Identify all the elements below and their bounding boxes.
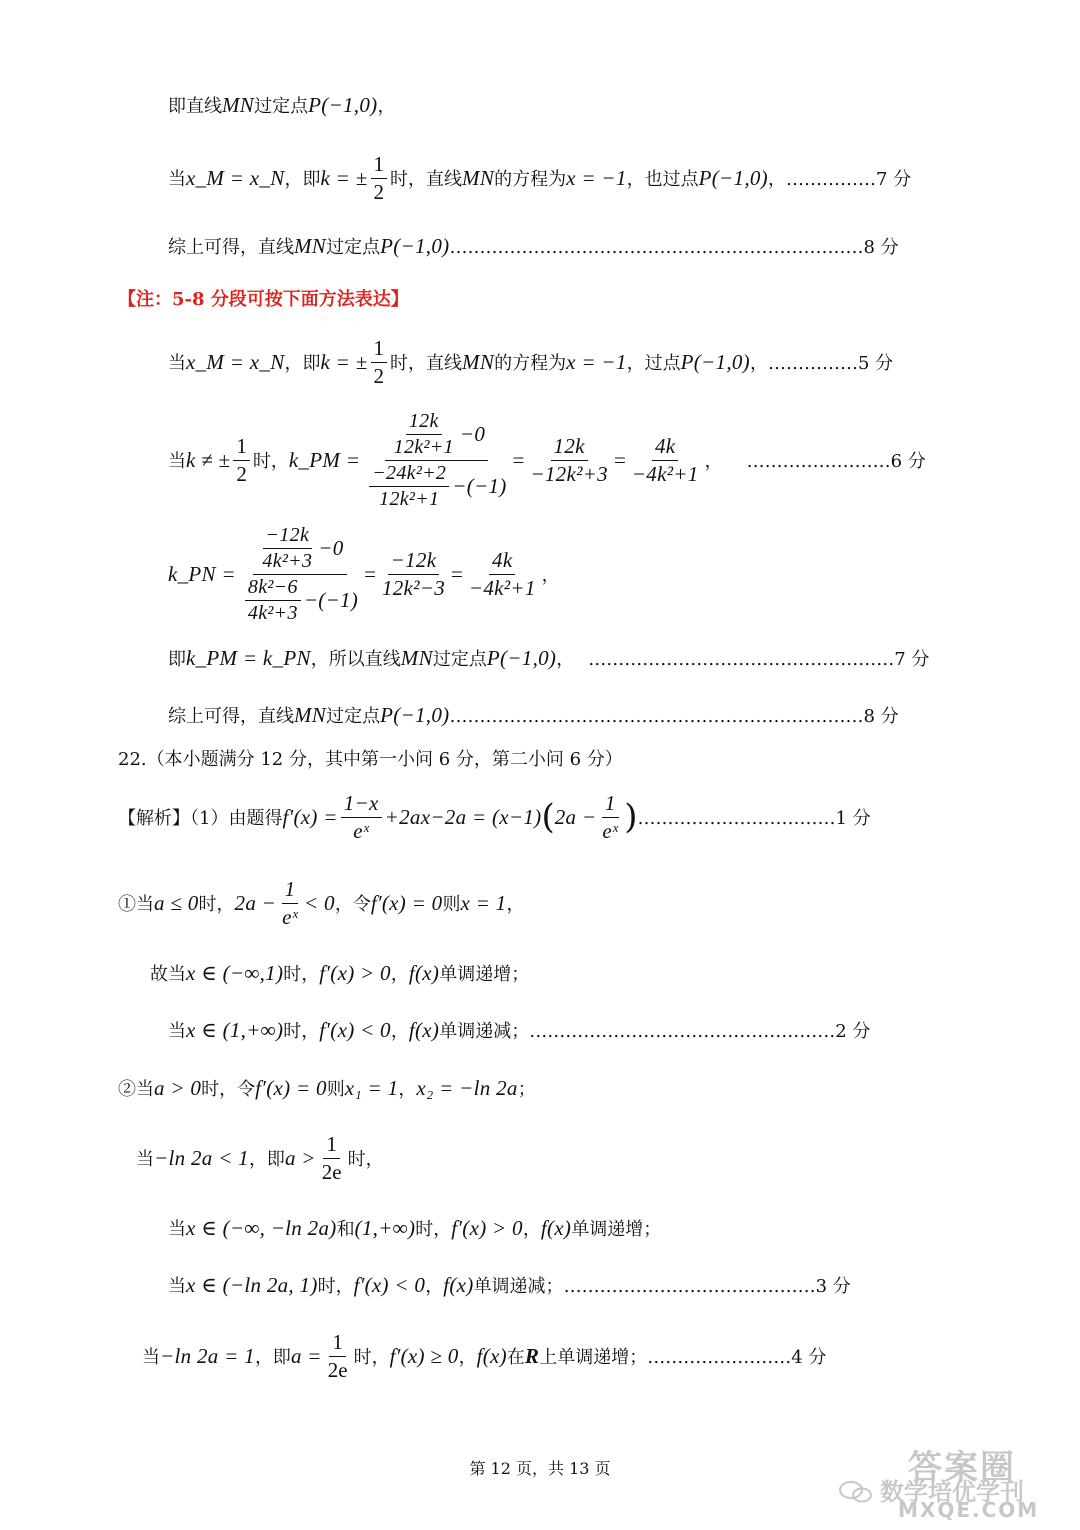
math: x ∈ (1,+∞) [186, 1017, 284, 1042]
text: 和 [336, 1219, 355, 1240]
score-dots: ……………………………………3 分 [563, 1276, 851, 1297]
text: 时， [347, 1149, 384, 1170]
text: 过定点 [254, 96, 309, 117]
math: MN [400, 645, 433, 670]
text: 过定点 [326, 706, 381, 727]
line-9: 【解析】（1）由题得 f′(x) = $\frac{1-x}{\text{eˣ}}$ +2ax−2a = (x−1) ( 2a − $\frac{1}{\text{eˣ}}$ ) ……………………………1 分 [118, 790, 871, 843]
score-dots: ……………………………………………7 分 [588, 649, 930, 670]
fraction: $\frac{1}{2}$ [371, 152, 388, 205]
text: 综上可得，直线 [168, 237, 294, 258]
fraction: $\frac{-12k}{\text{4k²+3}}$ [262, 523, 313, 572]
watermark-logo: 答案圈 [908, 1448, 1016, 1488]
line-11 [150, 956, 529, 990]
text: ①当 [118, 894, 154, 915]
text: 时， [283, 1021, 320, 1042]
fraction: $\frac{1}{\text{eˣ}}$ [282, 876, 299, 929]
text: 故当 [150, 964, 186, 985]
text: 过定点 [432, 649, 487, 670]
score-dots: ……………………4 分 [647, 1347, 827, 1368]
text: 单调递增； [571, 1219, 662, 1240]
math: x = −1 [566, 349, 627, 374]
fraction: $\frac{12k}{\text{12k²+1}}$ [393, 409, 454, 458]
math: k_PM = [288, 447, 361, 472]
math: P(−1,0) [680, 349, 750, 374]
math: MN [462, 165, 495, 190]
math: +2ax−2a = (x−1) [384, 804, 542, 829]
math: MN [222, 92, 255, 117]
text: 【解析】（1）由题得 [118, 808, 283, 829]
score-dots: ……………………………………………………………8 分 [449, 706, 899, 727]
math: x ∈ (−ln 2a, 1) [186, 1272, 318, 1297]
fraction: $\frac{4k}{\text{−4k²+1}}$ [468, 547, 536, 600]
fraction: $\frac{\text{−24k²+2}}{\text{12k²+1}}$ [369, 462, 449, 511]
math: −ln 2a = 1 [160, 1343, 255, 1368]
text: 时， [198, 894, 235, 915]
wechat-icon [838, 1480, 874, 1504]
text: 当 [168, 1276, 186, 1297]
fraction: $\frac{1}{2e}$ [321, 1131, 342, 1184]
page-footer: 第 12 页，共 13 页 [469, 1459, 611, 1478]
math: MN [462, 349, 495, 374]
score-dots: ……………………6 分 [746, 451, 926, 472]
text: 当 [168, 451, 186, 472]
fraction: $\frac{\text{8k²−6}}{\text{4k²+3}}$ [245, 576, 301, 625]
text: 时， [317, 1276, 354, 1297]
text: ， [390, 1021, 409, 1042]
line-10 [118, 876, 524, 930]
text: 则 [442, 894, 461, 915]
math: = [451, 561, 463, 586]
math: P(−1,0) [308, 92, 378, 117]
math: P(−1,0) [380, 233, 450, 258]
watermark-name: 数学培优学刊 [880, 1478, 1024, 1506]
text: 即直线 [168, 96, 222, 117]
math: = [512, 447, 525, 472]
math: a = [290, 1343, 322, 1368]
text: ，所以直线 [310, 649, 401, 670]
score-dots: ……………………………………………………………8 分 [449, 237, 899, 258]
text: 上单调递增； [539, 1347, 648, 1368]
text: 当 [168, 353, 186, 374]
text: 单调递减； [473, 1276, 564, 1297]
math: 2a − [234, 890, 277, 915]
line-12 [168, 1013, 870, 1047]
text: 当 [168, 1021, 186, 1042]
math: (1,+∞) [354, 1215, 416, 1240]
line-16 [168, 1268, 851, 1302]
math: P(−1,0) [380, 702, 450, 727]
math: MN [294, 702, 327, 727]
math: x = 1 [460, 890, 507, 915]
text: 的方程为 [494, 353, 567, 374]
watermark [838, 1440, 1058, 1520]
line-6 [168, 518, 560, 630]
text: 在 [506, 1347, 525, 1368]
math: f′(x) = 0 [255, 1075, 327, 1100]
fraction: $\frac{1-x}{\text{eˣ}}$ [341, 791, 382, 844]
line-5 [168, 404, 926, 516]
math: f′(x) > 0 [319, 960, 391, 985]
math: 2a − [554, 804, 597, 829]
math: = [364, 561, 376, 586]
text: ， [704, 451, 723, 472]
math: f(x) [408, 1017, 440, 1042]
score-dots: ……………5 分 [767, 353, 894, 374]
math: a ≤ 0 [154, 890, 199, 915]
text: ， [506, 894, 525, 915]
math: f′(x) = [282, 804, 338, 829]
math: k_PN = [168, 561, 236, 586]
math: x₁ = 1 [344, 1075, 399, 1100]
text: ，过点 [626, 353, 681, 374]
text: 时，直线 [390, 169, 463, 190]
text: 时， [415, 1219, 452, 1240]
line-7 [168, 641, 929, 675]
math: < 0 [304, 890, 335, 915]
text: 当 [142, 1347, 160, 1368]
text: 当 [136, 1149, 154, 1170]
compound-fraction: $\frac{12k}{\text{12k²+1}}$ −0 $\frac{\text{−24k²+2}}{\text{12k²+1}}$ −(−1) [363, 410, 509, 511]
math: f′(x) < 0 [353, 1272, 426, 1297]
math: f(x) [476, 1343, 507, 1368]
text: ， [390, 964, 409, 985]
math: x ∈ (−∞, −ln 2a) [186, 1215, 337, 1240]
score-dots: ……………………………1 分 [637, 808, 871, 829]
text: ， [541, 565, 560, 586]
math: x₂ = −ln 2a [416, 1075, 518, 1100]
text: ，即 [254, 1347, 291, 1368]
text: 当 [168, 169, 186, 190]
text: 则 [326, 1079, 345, 1100]
question-22-header: 22.（本小题满分 12 分，其中第一小问 6 分，第二小问 6 分） [118, 749, 623, 770]
text: 综上可得，直线 [168, 706, 294, 727]
line-1 [168, 88, 395, 122]
line-8 [168, 698, 899, 732]
text: ， [522, 1219, 541, 1240]
math: f(x) [408, 960, 440, 985]
text: 时， [283, 964, 320, 985]
text: ， [767, 169, 786, 190]
math: f′(x) < 0 [319, 1017, 391, 1042]
text: 时，令 [201, 1079, 256, 1100]
text: ，令 [334, 894, 371, 915]
math: x_M = x_N [186, 349, 285, 374]
text: ，即 [284, 353, 321, 374]
text: ， [749, 353, 768, 374]
text: 单调递增； [439, 964, 530, 985]
math: f′(x) > 0 [451, 1215, 523, 1240]
line-13 [118, 1071, 536, 1105]
text: 当 [168, 1219, 186, 1240]
text: 时， [353, 1347, 390, 1368]
math: P(−1,0) [698, 165, 768, 190]
line-17 [142, 1328, 826, 1384]
text: ， [556, 649, 575, 670]
math: x = −1 [566, 165, 627, 190]
math: k = ± [320, 165, 368, 190]
math: f(x) [540, 1215, 572, 1240]
math: a > [284, 1145, 316, 1170]
text: ②当 [118, 1079, 154, 1100]
score-dots: ……………7 分 [785, 169, 912, 190]
math: R [524, 1343, 540, 1368]
fraction: $\frac{1}{2e}$ [327, 1329, 348, 1382]
text: 即 [168, 649, 186, 670]
text: ， [377, 96, 396, 117]
text: ； [517, 1079, 536, 1100]
score-dots: ……………………………………………2 分 [529, 1021, 871, 1042]
fraction: $\frac{12k}{\text{−12k²+3}}$ [530, 433, 608, 486]
math: x_M = x_N [186, 165, 285, 190]
line-4 [168, 334, 893, 390]
math: k ≠ ± [186, 447, 231, 472]
text: 过定点 [326, 237, 381, 258]
math: x ∈ (−∞,1) [186, 960, 284, 985]
math: P(−1,0) [486, 645, 557, 670]
text: ，即 [284, 169, 321, 190]
fraction: $\frac{1}{2}$ [233, 434, 250, 487]
text: 单调递减； [439, 1021, 530, 1042]
text: ， [425, 1276, 444, 1297]
fraction: $\frac{4k}{\text{−4k²+1}}$ [631, 433, 699, 486]
text: 时， [252, 451, 289, 472]
math: a > 0 [154, 1075, 202, 1100]
math: −ln 2a < 1 [154, 1145, 249, 1170]
fraction: $\frac{1}{\text{eˣ}}$ [602, 790, 619, 843]
math: MN [294, 233, 327, 258]
math: k = ± [320, 349, 368, 374]
line-3 [168, 229, 899, 263]
math: f′(x) ≥ 0 [389, 1343, 459, 1368]
text: 的方程为 [494, 169, 567, 190]
math: f(x) [443, 1272, 474, 1297]
math: f′(x) = 0 [370, 890, 443, 915]
compound-fraction: $\frac{-12k}{\text{4k²+3}}$ −0 $\frac{\text{8k²−6}}{\text{4k²+3}}$ −(−1) [239, 524, 361, 625]
text: ， [398, 1079, 417, 1100]
fraction: $\frac{-12k}{\text{12k²−3}}$ [381, 547, 446, 600]
watermark-url: MXQE.COM [898, 1498, 1040, 1522]
math: k_PM = k_PN [186, 645, 311, 670]
fraction: $\frac{1}{2}$ [371, 336, 388, 389]
line-15 [168, 1211, 661, 1245]
math: = [613, 447, 626, 472]
line-14 [136, 1130, 384, 1186]
text: 时，直线 [390, 353, 463, 374]
text: ，即 [248, 1149, 285, 1170]
line-2 [168, 150, 911, 206]
grading-note: 【注：5-8 分段可按下面方法表达】 [118, 289, 409, 310]
text: ，也过点 [626, 169, 699, 190]
text: ， [458, 1347, 477, 1368]
